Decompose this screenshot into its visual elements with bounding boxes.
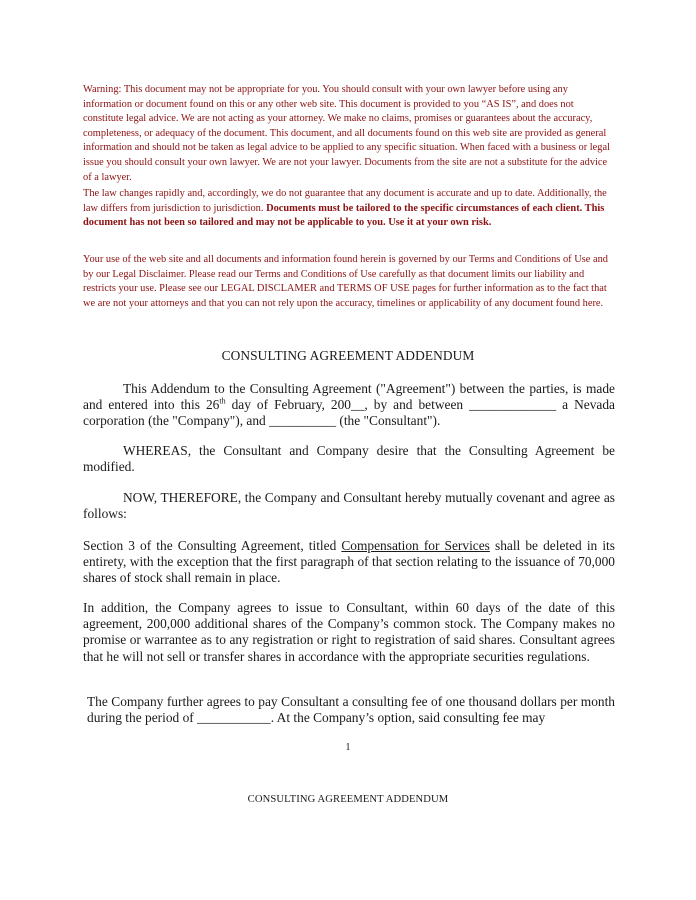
additional-shares-paragraph: In addition, the Company agrees to issue to Consultant, within 60 days of the date of this agreement, 200,000 additional shares of the Company’s common stock. The Company makes no promise or warrantee as to any registration or right to registration of said shares. Consultant agrees that he will not sell or transfer shares in accordance with the appropriate securities regulations. [83,600,615,664]
disclaimer-terms-of-use: Your use of the web site and all documents and information found herein is governed by our Terms and Conditions of Use and by our Legal Disclaimer. Please read our Terms and Conditions of Use carefully as that document limits our liability and restricts your use. Please see our LEGAL DISCLAMER and TERMS OF USE pages for further information as to the fact that we are not your attorneys and that you can not rely upon the accuracy, timelines or applicability of any document found here. [83,254,608,309]
disclaimer-tailored-bold: Documents must be tailored to the specific circumstances of each client. This document has not been so tailored and may not be applicable to you. Use it at your own risk. [83,202,605,229]
intro-superscript: th [219,396,226,406]
disclaimer-warning: Warning: This document may not be appropriate for you. You should consult with your own lawyer before using any information or document found on this or any other web site. This document is provided to you “AS IS”, and does not constitute legal advice. We are not acting as your attorney. We make no claims, promises or guarantees about the accuracy, completeness, or adequacy of the document. This document, and all documents found on this web site are provided as general information and should not be taken as legal advice to be applied to any specific situation. When faced with a business or legal issue you should consult your own lawyer. We are not your lawyer. Documents from the site are not a substitute for the advice of a lawyer. [83,84,610,183]
section-3-text-a: Section 3 of the Consulting Agreement, titled [83,538,342,553]
section-3-paragraph [83,538,615,587]
disclaimer-law-changes-text: The law changes rapidly and, accordingly, we do not guarantee that any document is accurate and up to date. Additionally, the law differs from jurisdiction to jurisdiction. [83,188,607,214]
page-number: 1 [345,742,351,753]
compensation-for-services-title: Compensation for Services [341,538,490,553]
consulting-fee-paragraph: The Company further agrees to pay Consultant a consulting fee of one thousand dollars per month during the period of ___________. At the Company’s option, said consulting fee may [87,694,615,726]
disclaimer-law-changes [83,187,615,231]
addendum-intro-paragraph [83,381,615,430]
document-title: CONSULTING AGREEMENT ADDENDUM [221,348,475,363]
next-page-title: CONSULTING AGREEMENT ADDENDUM [247,794,449,805]
now-therefore-paragraph: NOW, THEREFORE, the Company and Consultant hereby mutually covenant and agree as follows: [83,490,615,522]
intro-text-b: day of February, 200__, by and between _____________ a Nevada corporation (the "Company"), and __________ (the "Consultant"). [83,397,615,429]
intro-text-a: This Addendum to the Consulting Agreement ("Agreement") between the parties, is made and entered into this 26 [83,381,615,413]
whereas-paragraph: WHEREAS, the Consultant and Company desire that the Consulting Agreement be modified. [83,443,615,475]
section-3-text-b: shall be deleted in its entirety, with the exception that the first paragraph of that section relating to the issuance of 70,000 shares of stock shall remain in place. [83,538,615,586]
